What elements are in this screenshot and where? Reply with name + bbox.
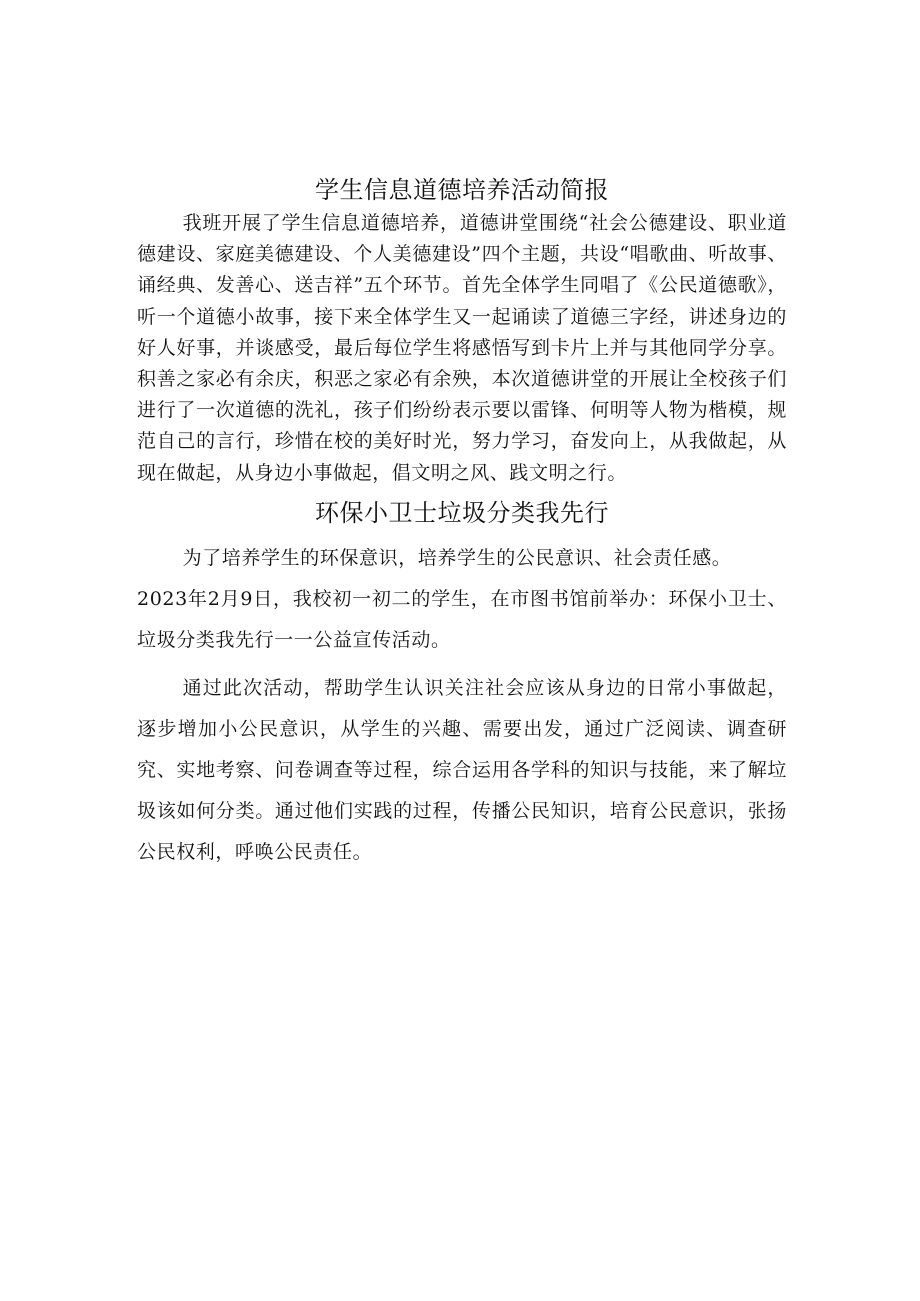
document-content [137, 172, 787, 873]
article-moral-education [137, 172, 787, 489]
article-garbage-sorting [137, 495, 787, 873]
article-title-garbage-sorting: 环保小卫士垃圾分类我先行 [315, 498, 609, 527]
article-title-moral-education: 学生信息道德培养活动简报 [315, 176, 609, 204]
article-body-garbage-sorting-event: 2023年2月9日，我校初一初二的学生，在市图书馆前举办：环保小卫士、垃圾分类我先行一一公益宣传活动。 [137, 587, 787, 651]
article-body-moral-education: 我班开展了学生信息道德培养，道德讲堂围绕“社会公德建设、职业道德建设、家庭美德建设、个人美德建设”四个主题，共设“唱歌曲、听故事、诵经典、发善心、送吉祥”五个环节。首先全体学生同唱了《公民道德歌》，听一个道德小故事，接下来全体学生又一起诵读了道德三字经，讲述身边的好人好事，并谈感受，最后每位学生将感悟写到卡片上并与其他同学分享。积善之家必有余庆，积恶之家必有余殃，本次道德讲堂的开展让全校孩子们进行了一次道德的洗礼，孩子们纷纷表示要以雷锋、何明等人物为楷模，规范自己的言行，珍惜在校的美好时光，努力学习，奋发向上，从我做起，从现在做起，从身边小事做起，倡文明之风、践文明之行。 [137, 212, 787, 484]
article-body-garbage-sorting-intro: 为了培养学生的环保意识，培养学生的公民意识、社会责任感。 [182, 546, 732, 569]
article-body-garbage-sorting-outcome: 通过此次活动，帮助学生认识关注社会应该从身边的日常小事做起，逐步增加小公民意识，从学生的兴趣、需要出发，通过广泛阅读、调查研究、实地考察、问卷调查等过程，综合运用各学科的知识与技能，来了解垃圾该如何分类。通过他们实践的过程，传播公民知识，培育公民意识，张扬公民权利，呼唤公民责任。 [137, 676, 787, 863]
